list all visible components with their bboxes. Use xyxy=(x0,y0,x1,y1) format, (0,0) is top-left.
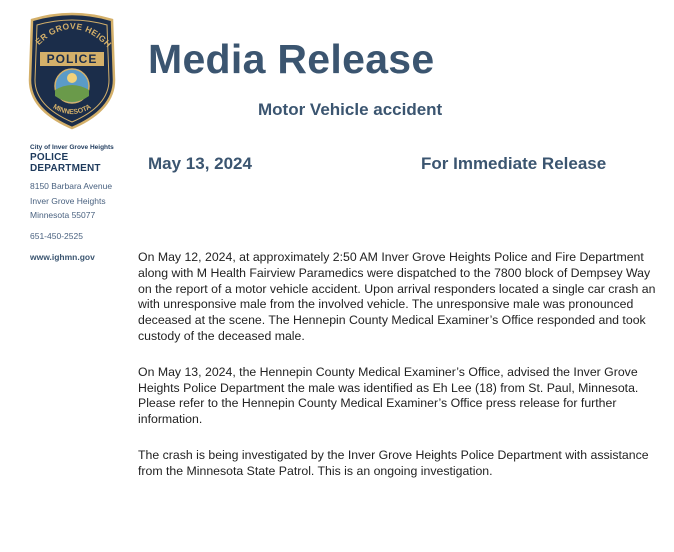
address-line-3: Minnesota 55077 xyxy=(30,210,96,220)
release-note: For Immediate Release xyxy=(421,154,607,173)
police-badge-logo xyxy=(24,10,120,130)
department-address xyxy=(30,179,142,223)
department-name: POLICE DEPARTMENT xyxy=(30,152,101,174)
body-paragraph-2: On May 13, 2024, the Hennepin County Medical Examiner’s Office, advised the Inver Grove Heights Police Department the male was identified as Eh Lee (18) from St. Paul, Minnesota. Please refer to the Hennepin County Medical Examiner’s Office press release for further information. xyxy=(138,364,639,427)
department-website-link[interactable]: www.ighmn.gov xyxy=(30,251,95,262)
badge-arc-text: ER GROVE HEIGH xyxy=(33,20,114,50)
badge-bottom-text: MINNESOTA xyxy=(51,103,93,117)
release-body xyxy=(138,250,658,500)
department-city-line: City of Inver Grove Heights xyxy=(30,144,114,151)
page-subtitle: Motor Vehicle accident xyxy=(258,100,443,119)
page-title: Media Release xyxy=(148,36,435,82)
badge-banner-text: POLICE xyxy=(46,52,98,66)
body-paragraph-1: On May 12, 2024, at approximately 2:50 AM Inver Grove Heights Police and Fire Department along with M Health Fairview Paramedics were dispatched to the 7800 block of Dempsey Way on the report of a motor vehicle accident. Upon arrival responders located a single car crash an with unresponsive male from the involved vehicle. The unresponsive male was pronounced deceased at the scene. The Hennepin County Medical Examiner’s Office responded and took custody of the deceased male. xyxy=(138,250,656,343)
department-phone: 651-450-2525 xyxy=(30,230,83,241)
body-paragraph-3: The crash is being investigated by the Inver Grove Heights Police Department with assistance from the Minnesota State Patrol. This is an ongoing investigation. xyxy=(138,447,649,478)
address-line-2: Inver Grove Heights xyxy=(30,195,106,206)
release-date: May 13, 2024 xyxy=(148,154,252,173)
address-line-1: 8150 Barbara Avenue xyxy=(30,181,113,191)
police-shield-icon xyxy=(24,10,120,130)
department-info xyxy=(30,144,142,262)
